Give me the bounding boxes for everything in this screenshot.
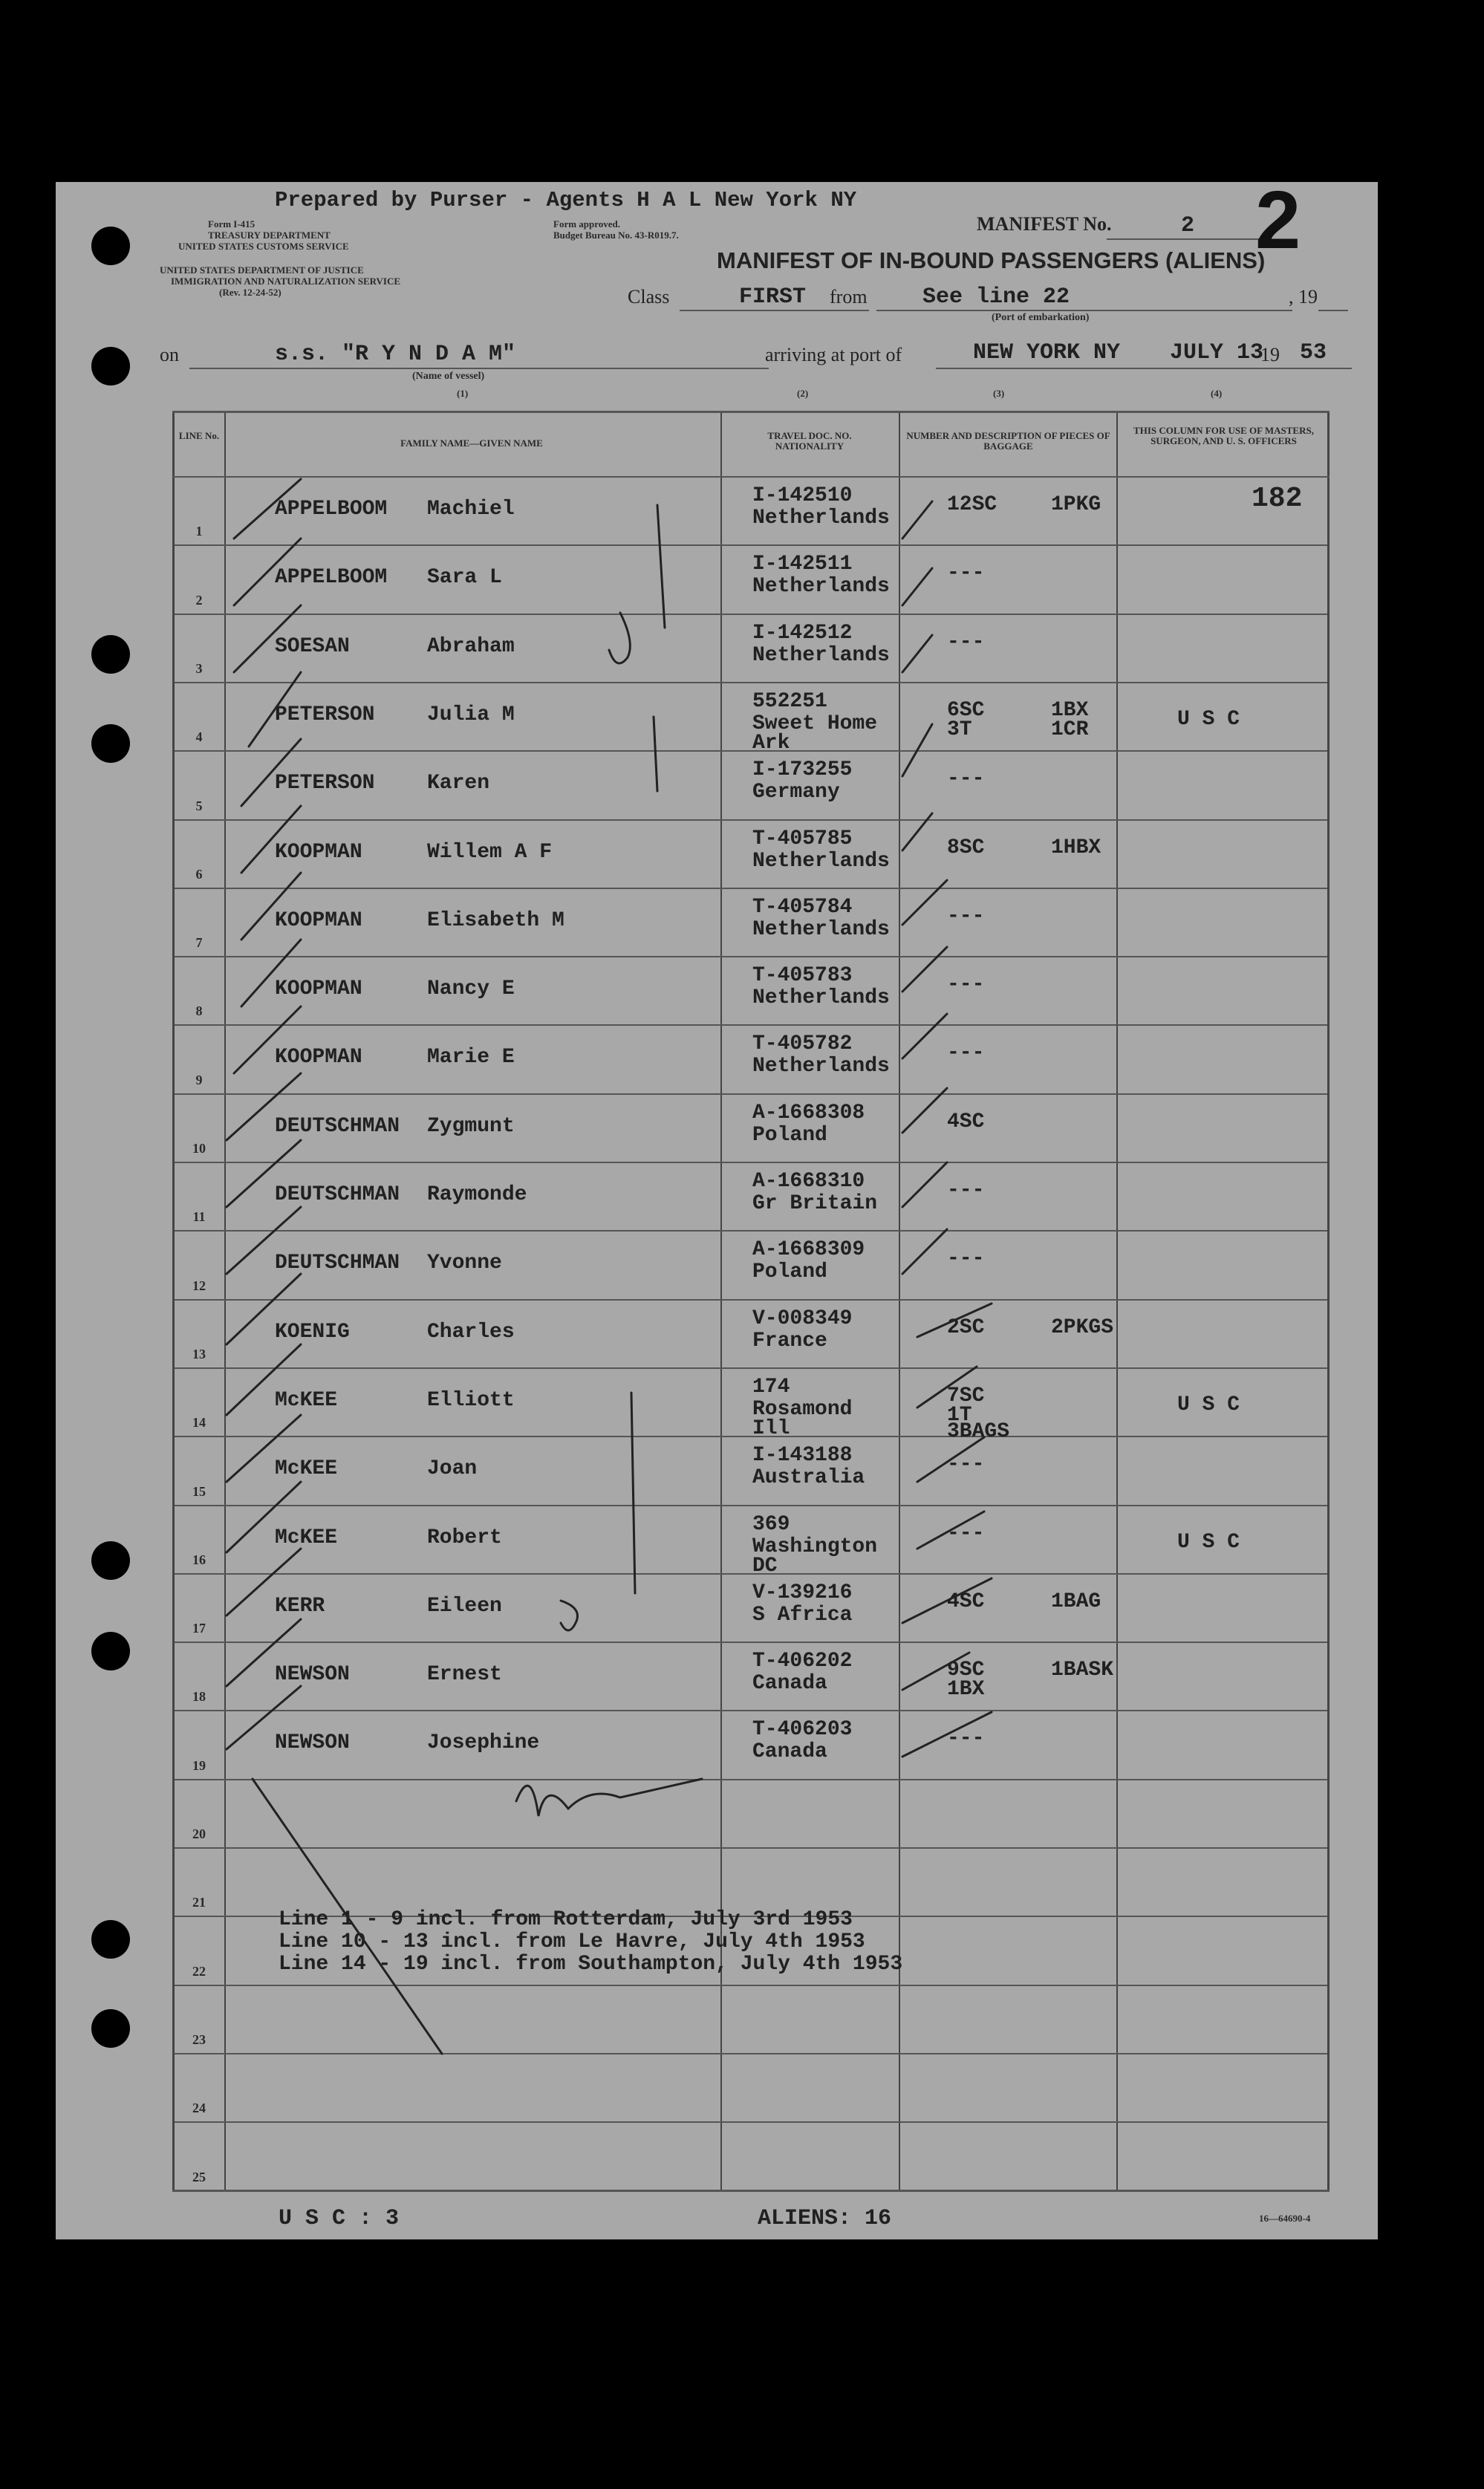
travel-doc-no: A-1668309 [752, 1238, 865, 1261]
family-name: KOOPMAN [275, 977, 362, 1001]
arrival-year-prefix: 19 [1260, 344, 1280, 365]
class-label: Class [628, 286, 670, 308]
line-number: 24 [192, 2101, 206, 2115]
family-name: DEUTSCHMAN [275, 1115, 400, 1138]
arrival-date: JULY 13 [1170, 340, 1264, 365]
travel-doc-no: 369 [752, 1513, 790, 1536]
travel-doc-no: 552251 [752, 690, 827, 713]
form-code: 16—64690-4 [1259, 2213, 1311, 2224]
given-name: Joan [427, 1457, 478, 1480]
handwritten-marks [56, 182, 1378, 2239]
form-approved: Form approved. [553, 218, 621, 230]
travel-doc-no: 174 [752, 1376, 790, 1399]
family-name: NEWSON [275, 1663, 350, 1686]
baggage-1: --- [947, 905, 985, 928]
form-number: Form I-415 [208, 218, 256, 230]
line-number: 25 [192, 2170, 206, 2184]
given-name: Elliott [427, 1389, 515, 1412]
family-name: KERR [275, 1595, 325, 1618]
baggage-1: --- [947, 1453, 985, 1476]
travel-doc-no: I-142511 [752, 553, 853, 576]
nationality-line-2: Ill [752, 1417, 790, 1440]
treasury-dept: TREASURY DEPARTMENT [208, 230, 331, 241]
nationality: Germany [752, 781, 840, 804]
line-number: 17 [192, 1621, 206, 1636]
family-name: NEWSON [275, 1731, 350, 1754]
from-value: See line 22 [922, 284, 1070, 310]
on-label: on [160, 344, 179, 365]
line-number: 9 [195, 1073, 203, 1087]
given-name: Abraham [427, 635, 515, 658]
travel-doc-no: V-139216 [752, 1581, 853, 1604]
nationality: S Africa [752, 1604, 853, 1627]
travel-doc-no: A-1668308 [752, 1102, 865, 1125]
given-name: Josephine [427, 1731, 540, 1754]
line-number: 7 [195, 935, 203, 950]
baggage-1: --- [947, 973, 985, 996]
nationality: Rosamond [752, 1398, 853, 1421]
from-label: from [830, 286, 868, 308]
given-name: Eileen [427, 1595, 502, 1618]
line-number: 20 [192, 1826, 206, 1841]
family-name: KOENIG [275, 1321, 350, 1344]
class-value: FIRST [739, 284, 807, 310]
nationality: Washington [752, 1535, 878, 1558]
nationality: Netherlands [752, 1055, 890, 1078]
baggage-2: 1HBX [1051, 836, 1101, 859]
justice-dept: UNITED STATES DEPARTMENT OF JUSTICE [160, 264, 364, 276]
col-num-1: (1) [457, 388, 469, 399]
travel-doc-no: I-173255 [752, 758, 853, 781]
family-name: McKEE [275, 1389, 338, 1412]
col-num-4: (4) [1211, 388, 1223, 399]
nationality: Poland [752, 1260, 827, 1283]
family-name: PETERSON [275, 772, 375, 795]
nationality: Canada [752, 1672, 827, 1695]
line-number: 1 [195, 524, 203, 539]
nationality: Netherlands [752, 850, 890, 873]
nationality: Poland [752, 1124, 827, 1147]
baggage-3: 3T [947, 718, 972, 741]
travel-doc-no: T-406202 [752, 1650, 853, 1673]
line-number: 4 [195, 729, 203, 744]
line-number: 23 [192, 2032, 206, 2047]
nationality: Netherlands [752, 918, 890, 941]
baggage-1: 7SC [947, 1385, 985, 1408]
given-name: Machiel [427, 498, 515, 521]
baggage-1: 2SC [947, 1316, 985, 1339]
baggage-4: 1CR [1051, 718, 1089, 741]
line-no-header: LINE No. [178, 430, 220, 441]
name-header: FAMILY NAME—GIVEN NAME [400, 437, 543, 449]
baggage-1: --- [947, 1041, 985, 1064]
manifest-no-label: MANIFEST No. [977, 213, 1112, 235]
line-number: 21 [192, 1895, 206, 1910]
nationality: Netherlands [752, 644, 890, 667]
given-name: Charles [427, 1321, 515, 1344]
year-prefix: , 19 [1289, 286, 1318, 308]
line-number: 13 [192, 1347, 206, 1361]
officer-note: U S C [1177, 1393, 1240, 1416]
nationality-line-2: Ark [752, 732, 790, 755]
nationality: Canada [752, 1740, 827, 1763]
line-number: 11 [192, 1209, 206, 1224]
line-number: 12 [192, 1278, 206, 1293]
line-number: 16 [192, 1552, 206, 1567]
family-name: PETERSON [275, 703, 375, 726]
officer-note: U S C [1177, 1531, 1240, 1554]
family-name: SOESAN [275, 635, 350, 658]
given-name: Karen [427, 772, 490, 795]
budget-bureau: Budget Bureau No. 43-R019.7. [553, 230, 679, 241]
family-name: APPELBOOM [275, 566, 388, 589]
vessel-name: s.s. "R Y N D A M" [275, 342, 516, 367]
manifest-no: 2 [1181, 213, 1195, 238]
embark-note-1: Line 1 - 9 incl. from Rotterdam, July 3rd 1953 [279, 1908, 853, 1931]
line-number: 18 [192, 1689, 206, 1704]
given-name: Willem A F [427, 841, 553, 864]
baggage-1: --- [947, 631, 985, 654]
travel-doc-no: I-143188 [752, 1444, 853, 1467]
given-name: Yvonne [427, 1252, 502, 1275]
given-name: Raymonde [427, 1183, 527, 1206]
baggage-1: --- [947, 1247, 985, 1270]
baggage-1: 8SC [947, 836, 985, 859]
arriving-label: arriving at port of [765, 344, 902, 365]
baggage-3: 1BX [947, 1678, 985, 1701]
nationality: Netherlands [752, 986, 890, 1009]
baggage-3: 1T [947, 1404, 972, 1427]
manifest-title: MANIFEST OF IN-BOUND PASSENGERS (ALIENS) [717, 247, 1266, 273]
col-num-3: (3) [993, 388, 1005, 399]
col-num-2: (2) [797, 388, 809, 399]
given-name: Nancy E [427, 977, 515, 1001]
baggage-2: 1BAG [1051, 1590, 1101, 1613]
travel-doc-header: TRAVEL DOC. NO. NATIONALITY [767, 430, 852, 452]
family-name: McKEE [275, 1526, 338, 1549]
nationality: Australia [752, 1466, 865, 1489]
ins-service: IMMIGRATION AND NATURALIZATION SERVICE [171, 276, 401, 287]
officers-header: THIS COLUMN FOR USE OF MASTERS, SURGEON, AND U. S. OFFICERS [1133, 425, 1314, 446]
baggage-1: --- [947, 562, 985, 585]
nationality: Netherlands [752, 575, 890, 598]
line-number: 15 [192, 1484, 206, 1499]
given-name: Elisabeth M [427, 909, 564, 932]
arrival-year: 53 [1300, 340, 1327, 365]
arrival-port: NEW YORK NY [973, 340, 1121, 365]
given-name: Ernest [427, 1663, 502, 1686]
family-name: McKEE [275, 1457, 338, 1480]
baggage-1: 12SC [947, 493, 998, 516]
baggage-1: --- [947, 1727, 985, 1750]
baggage-1: 6SC [947, 699, 985, 722]
travel-doc-no: T-405782 [752, 1032, 853, 1055]
line-number: 19 [192, 1758, 206, 1773]
family-name: DEUTSCHMAN [275, 1183, 400, 1206]
officer-number: 182 [1252, 483, 1303, 515]
nationality: Netherlands [752, 507, 890, 530]
baggage-1: --- [947, 1522, 985, 1545]
rev-date: (Rev. 12-24-52) [219, 287, 281, 298]
line-number: 22 [192, 1964, 206, 1979]
line-number: 10 [192, 1141, 206, 1156]
line-number: 8 [195, 1003, 203, 1018]
line-number: 6 [195, 867, 203, 882]
travel-doc-no: I-142510 [752, 484, 853, 507]
nationality: Gr Britain [752, 1192, 878, 1215]
travel-doc-no: T-405784 [752, 896, 853, 919]
baggage-1: 9SC [947, 1659, 985, 1682]
manifest-page [56, 175, 1378, 2239]
baggage-5: 3BAGS [947, 1420, 1010, 1443]
travel-doc-no: T-405785 [752, 827, 853, 850]
line-number: 14 [192, 1415, 206, 1430]
family-name: APPELBOOM [275, 498, 388, 521]
baggage-header: NUMBER AND DESCRIPTION OF PIECES OF BAGGAGE [906, 430, 1110, 452]
vessel-caption: (Name of vessel) [412, 371, 485, 382]
port-embark-caption: (Port of embarkation) [992, 312, 1090, 323]
baggage-2: 1BASK [1051, 1659, 1114, 1682]
travel-doc-no: V-008349 [752, 1307, 853, 1330]
given-name: Marie E [427, 1046, 515, 1069]
baggage-2: 1PKG [1051, 493, 1101, 516]
travel-doc-no: T-406203 [752, 1718, 853, 1741]
embark-note-3: Line 14 - 19 incl. from Southampton, July 4th 1953 [279, 1953, 903, 1976]
travel-doc-no: T-405783 [752, 964, 853, 987]
baggage-1: --- [947, 1179, 985, 1202]
family-name: KOOPMAN [275, 909, 362, 932]
line-number: 5 [195, 798, 203, 813]
family-name: KOOPMAN [275, 1046, 362, 1069]
family-name: DEUTSCHMAN [275, 1252, 400, 1275]
travel-doc-no: I-142512 [752, 622, 853, 645]
embark-note-2: Line 10 - 13 incl. from Le Havre, July 4th 1953 [279, 1930, 865, 1953]
officer-note: U S C [1177, 708, 1240, 731]
nationality-line-2: DC [752, 1555, 778, 1578]
baggage-1: --- [947, 767, 985, 790]
line-number: 2 [195, 593, 203, 608]
given-name: Sara L [427, 566, 502, 589]
given-name: Zygmunt [427, 1115, 515, 1138]
line-number: 3 [195, 661, 203, 676]
travel-doc-no: A-1668310 [752, 1170, 865, 1193]
baggage-1: 4SC [947, 1110, 985, 1133]
given-name: Robert [427, 1526, 502, 1549]
prepared-by: Prepared by Purser - Agents H A L New York NY [275, 188, 857, 212]
nationality: France [752, 1330, 827, 1353]
baggage-1: 4SC [947, 1590, 985, 1613]
given-name: Julia M [427, 703, 515, 726]
usc-count: U S C : 3 [279, 2206, 400, 2231]
nationality: Sweet Home [752, 712, 878, 735]
baggage-2: 1BX [1051, 699, 1089, 722]
baggage-2: 2PKGS [1051, 1316, 1114, 1339]
customs-service: UNITED STATES CUSTOMS SERVICE [178, 241, 349, 252]
page-number: 2 [1255, 175, 1301, 266]
aliens-count: ALIENS: 16 [758, 2206, 892, 2231]
family-name: KOOPMAN [275, 841, 362, 864]
